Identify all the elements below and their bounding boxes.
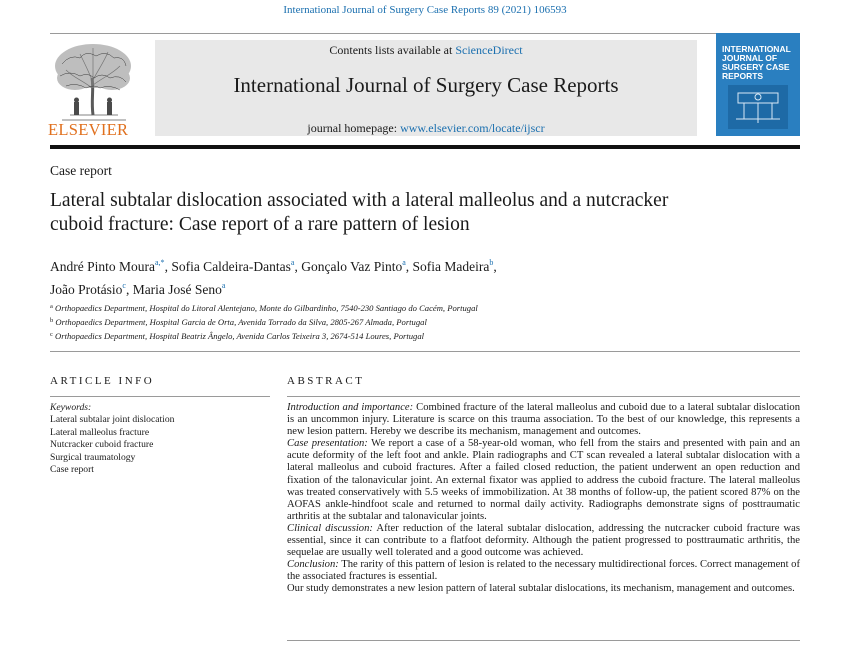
keyword: Nutcracker cuboid fracture — [50, 439, 154, 451]
sciencedirect-link[interactable]: ScienceDirect — [455, 43, 523, 57]
affiliation: $^b$ Orthopaedics Department, Hospital Garcia de Orta, Avenida Torrado da Silva, 2805-267 Almada, Portugal — [50, 316, 427, 327]
keyword: Lateral malleolus fracture — [50, 426, 150, 438]
article-info-rule — [50, 396, 270, 397]
cover-illustration — [728, 85, 788, 129]
keyword: Case report — [50, 464, 94, 476]
journal-reference[interactable]: International Journal of Surgery Case Reports 89 (2021) 106593 — [283, 4, 567, 16]
author[interactable]: Sofia Madeira$^b$ — [412, 258, 494, 274]
contents-prefix: Contents lists available at — [329, 43, 456, 57]
abstract-paragraph: Conclusion: The rarity of this pattern of lesion is related to the necessary multidirectional forces. Correct management of the associated fractures is essential. — [287, 559, 800, 583]
affiliation: $^c$ Orthopaedics Department, Hospital Beatriz Ângelo, Avenida Carlos Teixeira 3, 2674-514 Loures, Portugal — [50, 330, 425, 341]
abstract-rule — [287, 396, 800, 397]
keywords-label: Keywords: — [50, 402, 92, 413]
affiliations — [50, 301, 478, 342]
cover-title: INTERNATIONAL JOURNAL OF SURGERY CASE REPORTS — [722, 44, 791, 81]
journal-title: International Journal of Surgery Case Reports — [233, 73, 619, 97]
abstract-heading: ABSTRACT — [287, 375, 365, 387]
abstract-bottom-rule — [287, 640, 800, 641]
publisher-wordmark: ELSEVIER — [48, 120, 129, 139]
abstract-paragraph: Clinical discussion: After reduction of the lateral subtalar dislocation, addressing the nutcracker cuboid fracture was essential, since it can contribute to a flatfoot deformity. Although the patient progressed to posttraumatic arthritis, the sequelae are usually well tolerated and a good outcome was achieved. — [287, 522, 800, 559]
article-title: Lateral subtalar dislocation associated with a lateral malleolus and a nutcracker cuboid fracture: Case report of a rare pattern of lesion — [50, 190, 669, 235]
section-divider — [50, 351, 800, 352]
affiliation: $^a$ Orthopaedics Department, Hospital do Litoral Alentejano, Monte do Gilbardinho, 7540-230 Santiago do Cacém, Portugal — [50, 303, 478, 313]
article-type: Case report — [50, 163, 112, 178]
homepage-prefix: journal homepage: — [307, 121, 401, 135]
abstract-paragraph: Case presentation: We report a case of a 58-year-old woman, who fell from the stairs and presented with pain and an acute deformity of the left foot and ankle. Plain radiographs and CT scan revealed a lateral subtalar dislocation with a lateral malleolus and cuboid fractures. After a failed closed reduction, the patient underwent an open reduction and fixation of the talonavicular joint. An external fixator was applied to address the cuboid fracture. The lateral malleolus was treated conservatively with 5.5 weeks of immobilization. At 38 months of follow-up, the patient scored 87% on the AOFAS ankle-hindfoot scale and returned to normal daily activity. Radiographs demonstrate signs of posttraumatic arthritis at the subtalar and talonavicular joints. — [287, 438, 800, 522]
author[interactable]: Sofia Caldeira-Dantas$^a$ — [171, 258, 295, 274]
journal-cover-thumbnail — [716, 33, 800, 136]
author[interactable]: Gonçalo Vaz Pinto$^a$ — [301, 258, 406, 274]
homepage-link[interactable]: www.elsevier.com/locate/ijscr — [400, 121, 545, 135]
abstract-paragraph: Introduction and importance: Combined fracture of the lateral malleolus and cuboid due to a lateral subtalar dislocation is an uncommon injury. Literature is scarce on this trauma association. To the best of our knowledge, this represents a new lesion pattern. Hereby we describe its mechanism, management and outcomes. — [287, 402, 800, 438]
top-divider — [50, 33, 800, 34]
article-info-heading: ARTICLE INFO — [50, 375, 155, 387]
keyword: Surgical traumatology — [50, 451, 136, 463]
keyword: Lateral subtalar joint dislocation — [50, 414, 175, 426]
author[interactable]: Maria José Seno$^a$ — [132, 281, 226, 297]
author[interactable]: André Pinto Moura$^{a,*}$ — [50, 258, 165, 274]
keywords-block — [50, 402, 265, 476]
abstract-body — [287, 402, 800, 596]
contents-line — [155, 43, 697, 58]
header-thick-rule — [50, 145, 800, 149]
homepage-line — [155, 121, 697, 136]
author[interactable]: João Protásio$^c$ — [50, 281, 126, 297]
author-list: André Pinto Moura$^{a,*}$, Sofia Caldeira-Dantas$^a$, Gonçalo Vaz Pinto$^a$, Sofia Madeira$^b$, João Protásio$^c$, Maria José Seno$^a$ — [50, 258, 497, 297]
abstract-paragraph: Our study demonstrates a new lesion pattern of lateral subtalar dislocations, its mechanism, management and outcomes. — [287, 583, 795, 595]
